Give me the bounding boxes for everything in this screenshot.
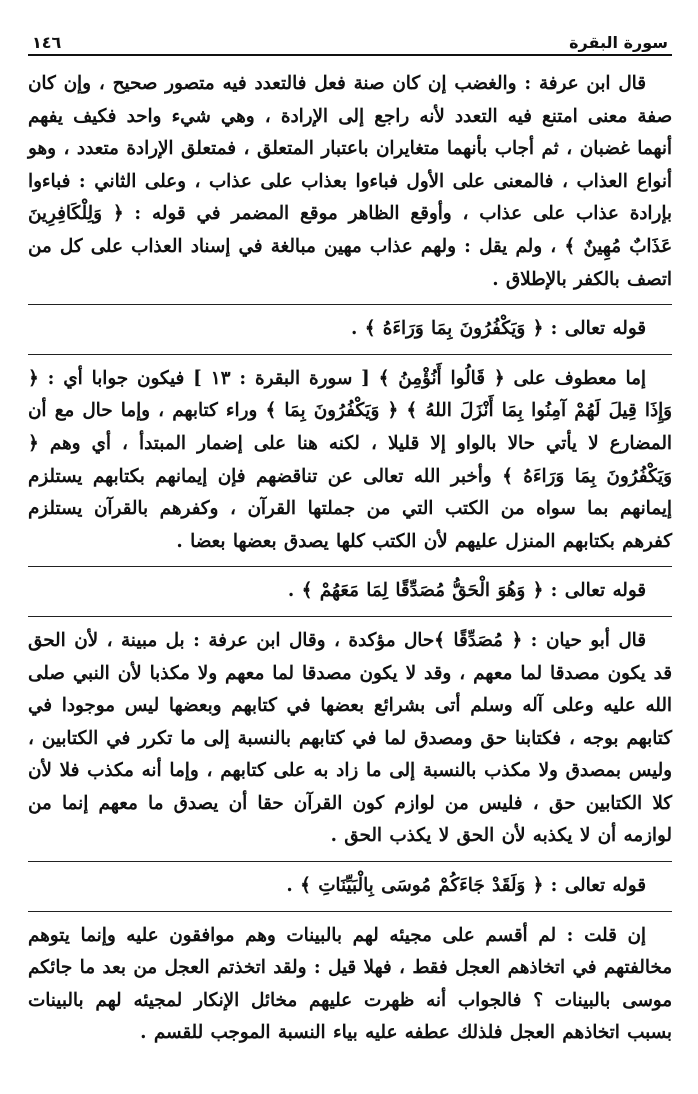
paragraph-commentary-musa: إن قلت : لم أقسم على مجيئه لهم بالبينات وهم موافقون عليه وإنما يتوهم مخالفتهم في اتخاذهم العجل فقط ، فهلا قيل : ولقد اتخذتم العجل من بعد ما جائكم موسى بالبينات ؟ فالجواب أنه ظهرت عليهم مخائل الإنكار لمجيئه لهم بالبينات بسبب اتخاذهم العجل فلذلك عطفه عليه بياء النسبة الموجب للقسم . bbox=[28, 924, 672, 1044]
section-divider bbox=[28, 304, 672, 305]
verse-heading-musa: قوله تعالى : ﴿ وَلَقَدْ جَاءَكُمْ مُوسَى بِالْبَيِّنَاتِ ﴾ . bbox=[286, 875, 646, 897]
section-divider bbox=[28, 566, 672, 567]
section-divider bbox=[28, 354, 672, 355]
paragraph-commentary-anger: قال ابن عرفة : والغضب إن كان صنة فعل فالتعدد فيه متصور صحيح ، وإن كان صفة معنى امتنع فيه التعدد لأنه راجع إلى الإرادة ، وهي شيء واحد فكيف يفهم أنهما غضبان ، ثم أجاب بأنهما متغايران باعتبار المتعلق ، فمتعلق الإرادة متعدد ، وهو أنواع العذاب ، فالمعنى على الأول فباءوا بعذاب على عذاب ، وعلى الثاني : فباءوا بإرادة عذاب على عذاب ، وأوقع الظاهر موقع المضمر في قوله : ﴿ وَلِلْكَافِرِينَ عَذَابٌ مُهِينٌ ﴾ ، ولم يقل : ولهم عذاب مهين مبالغة في إسناد العذاب على كل من اتصف بالكفر بالإطلاق . bbox=[28, 73, 672, 290]
section-divider bbox=[28, 911, 672, 912]
paragraph-commentary-yakfuruna: إما معطوف على ﴿ قَالُوا أَنُؤْمِنُ ﴾ [ سورة البقرة : ١٣ ] فيكون جوابا أي : ﴿ وَإِذَا قِيلَ لَهُمْ آمِنُوا بِمَا أَنْزَلَ اللهُ ﴾ ﴿ وَيَكْفُرُونَ بِمَا ﴾ وراء كتابهم ، وإما حال مع أن المضارع لا يأتي حالا بالواو إلا قليلا ، لكنه هنا على إضمار المبتدأ ، أي وهم ﴿ وَيَكْفُرُونَ بِمَا وَرَاءَهُ ﴾ وأخبر الله تعالى عن تناقضهم فإن إيمانهم بكتابهم يستلزم إيمانهم بما سواه من الكتب التي من جملتها القرآن ، وكفرهم بالقرآن يستلزم كفرهم بكتابهم المنزل عليهم لأن الكتب كلها يصدق بعضها بعضا . bbox=[28, 367, 672, 552]
surah-title: سورة البقرة bbox=[569, 33, 668, 52]
page-header bbox=[28, 28, 672, 56]
page-body bbox=[28, 68, 672, 1050]
section-divider bbox=[28, 616, 672, 617]
section-divider bbox=[28, 861, 672, 862]
paragraph-commentary-musaddiqan: قال أبو حيان : ﴿ مُصَدِّقًا ﴾حال مؤكدة ، وقال ابن عرفة : بل مبينة ، لأن الحق قد يكون مصدقا لما معهم ، وقد لا يكون مصدقا لما معهم ولا مكذبا لأن النبي صلى الله عليه وعلى آله وسلم أتى بشرائع بعضها في كتابهم وبعضها ليس موجودا في كتابهم بوجه ، فكتابنا حق ومصدق لما في كتابهم بالنسبة إلى ما تكرر في الكتابين ، وليس بمصدق ولا مكذب بالنسبة إلى ما زاد به على كتابهم ، وإما أنه مكذب فلا لأن كلا الكتابين حق ، فليس من لوازم كون القرآن حقا أن يصدق ما معهم إنما من لوازمه أن لا يكذبه لأن الحق لا يكذب الحق . bbox=[28, 629, 672, 847]
verse-heading-al-haqq: قوله تعالى : ﴿ وَهُوَ الْحَقُّ مُصَدِّقًا لِمَا مَعَهُمْ ﴾ . bbox=[287, 580, 646, 602]
book-page bbox=[28, 28, 672, 1050]
page-number: ١٤٦ bbox=[32, 33, 62, 52]
verse-heading-yakfuruna: قوله تعالى : ﴿ وَيَكْفُرُونَ بِمَا وَرَاءَهُ ﴾ . bbox=[350, 318, 646, 340]
